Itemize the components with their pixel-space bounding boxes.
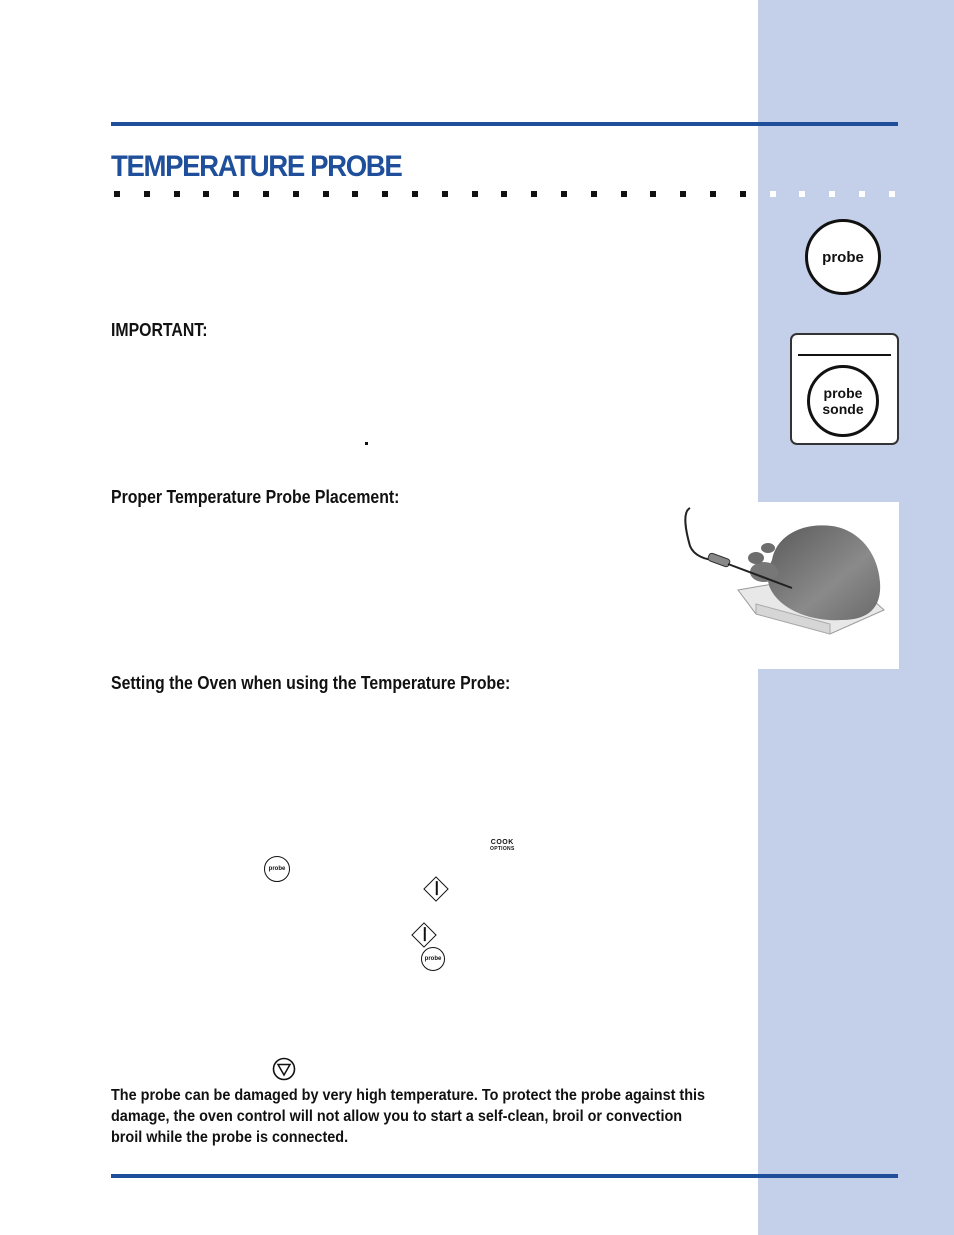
probe-sonde-key-icon xyxy=(807,365,879,437)
divider-dot xyxy=(531,191,537,197)
poultry-probe-illustration xyxy=(672,502,899,669)
placement-heading: Proper Temperature Probe Placement: xyxy=(111,487,400,507)
probe-key-icon xyxy=(805,219,881,295)
poultry-probe-image xyxy=(672,502,899,669)
divider-dot xyxy=(501,191,507,197)
start-key-icon xyxy=(423,876,448,901)
cook-options-icon xyxy=(490,839,515,853)
bottom-rule xyxy=(111,1174,898,1178)
divider-dot xyxy=(621,191,627,197)
probe-key-label: probe xyxy=(822,248,864,266)
probe-sonde-line2: sonde xyxy=(822,401,864,417)
divider-dot xyxy=(174,191,180,197)
divider-dot xyxy=(233,191,239,197)
probe-warning-note: The probe can be damaged by very high temperature. To protect the probe against this damage, the oven control will not allow you to start a self-clean, broil or convection broil while the probe is connected. xyxy=(111,1087,706,1146)
divider-dot xyxy=(203,191,209,197)
probe-sonde-line1: probe xyxy=(823,385,863,401)
divider-dot xyxy=(442,191,448,197)
divider-dot xyxy=(680,191,686,197)
divider-dot xyxy=(323,191,329,197)
start-key-icon-2 xyxy=(411,922,436,947)
cook-options-line2: OPTIONS xyxy=(490,846,515,852)
divider-dot xyxy=(710,191,716,197)
divider-dot xyxy=(352,191,358,197)
probe-small-label-2: probe xyxy=(424,956,442,962)
divider-dot xyxy=(799,191,805,197)
probe-small-icon xyxy=(264,856,290,882)
stray-period xyxy=(365,442,368,445)
dotted-divider xyxy=(0,191,954,199)
divider-dot xyxy=(382,191,388,197)
divider-dot xyxy=(591,191,597,197)
divider-dot xyxy=(114,191,120,197)
top-rule xyxy=(111,122,898,126)
divider-dot xyxy=(859,191,865,197)
page-title: TEMPERATURE PROBE xyxy=(111,150,402,183)
panel-line xyxy=(798,354,891,356)
cancel-key-icon xyxy=(272,1057,296,1081)
divider-dot xyxy=(412,191,418,197)
divider-dot xyxy=(770,191,776,197)
divider-dot xyxy=(472,191,478,197)
divider-dot xyxy=(561,191,567,197)
divider-dot xyxy=(263,191,269,197)
important-heading: IMPORTANT: xyxy=(111,320,208,340)
probe-small-icon-2 xyxy=(421,947,445,971)
divider-dot xyxy=(650,191,656,197)
divider-dot xyxy=(293,191,299,197)
divider-dot xyxy=(740,191,746,197)
divider-dot xyxy=(829,191,835,197)
divider-dot xyxy=(144,191,150,197)
setting-heading: Setting the Oven when using the Temperature Probe: xyxy=(111,673,511,693)
control-panel-illustration xyxy=(790,333,899,445)
divider-dot xyxy=(889,191,895,197)
probe-small-label: probe xyxy=(268,866,286,872)
cook-options-line1: COOK xyxy=(490,839,514,846)
